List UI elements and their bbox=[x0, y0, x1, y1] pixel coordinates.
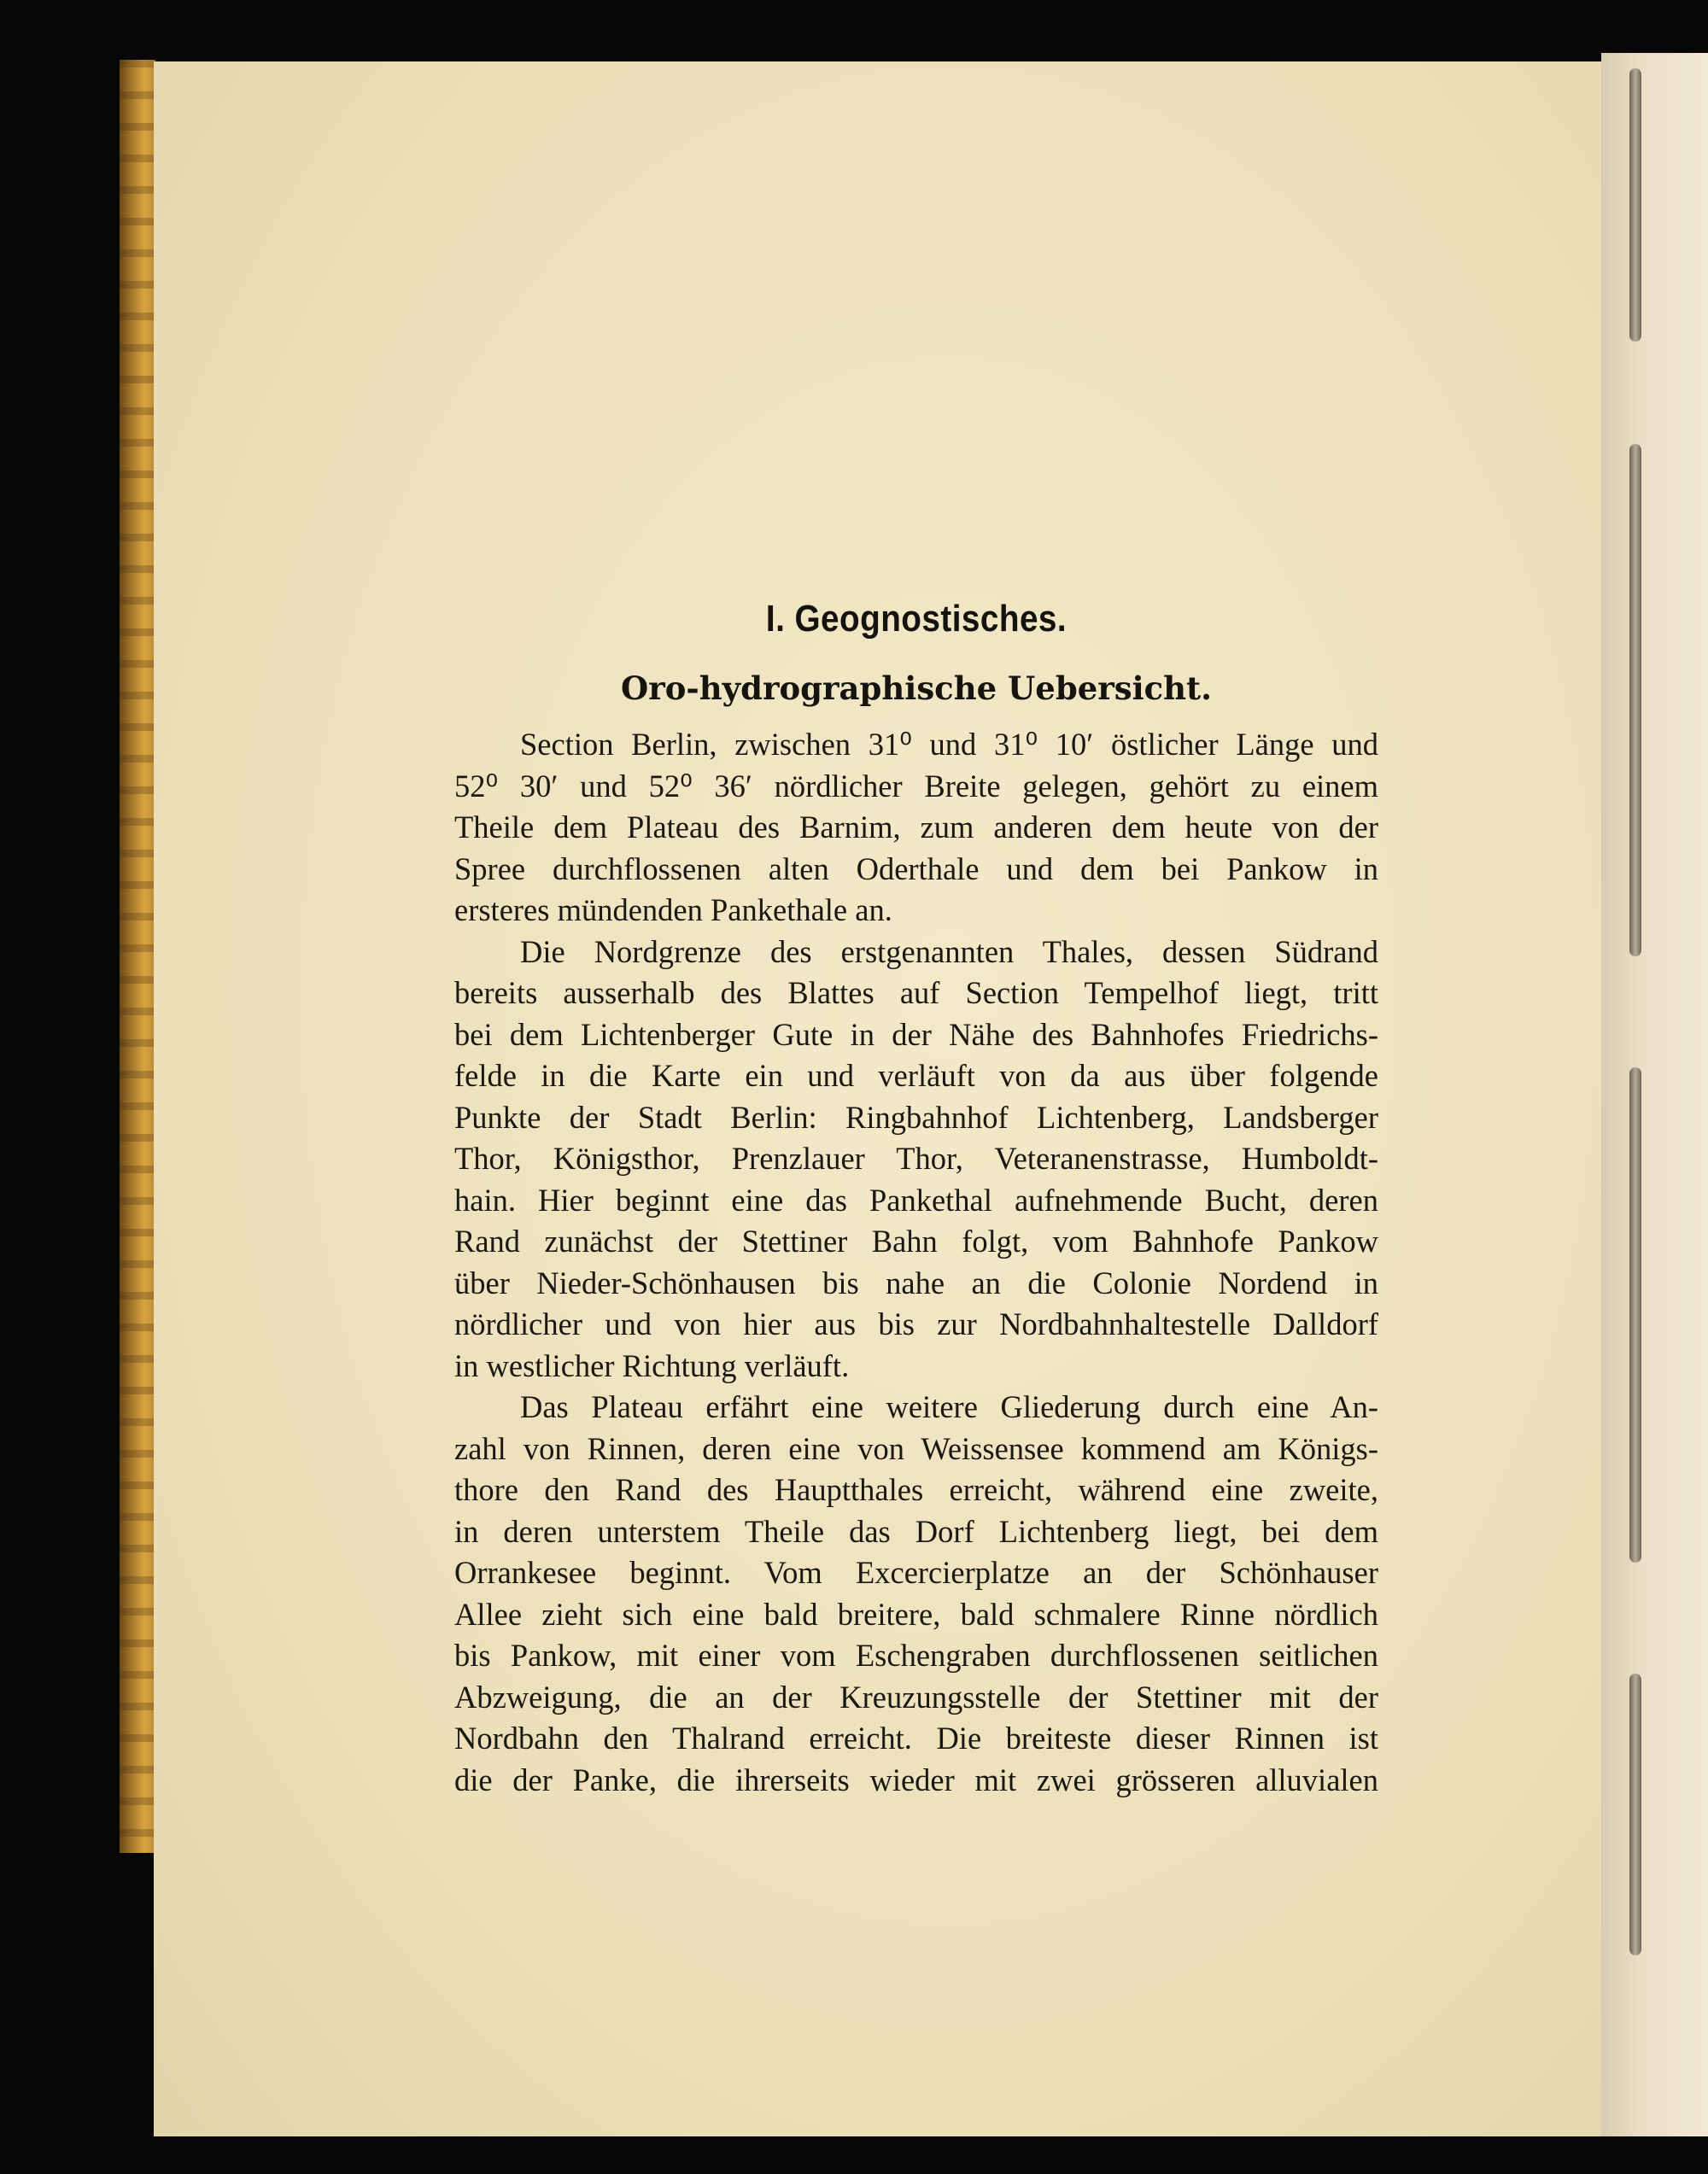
text-line: ersteres mündenden Pankethale an. bbox=[454, 892, 892, 927]
paragraph-3 bbox=[454, 1387, 1378, 1801]
text-line: Rand zunächst der Stettiner Bahn folgt, vom Bahnhofe Pankow bbox=[454, 1224, 1378, 1259]
text-line: in deren unterstem Theile das Dorf Lichtenberg liegt, bei dem bbox=[454, 1513, 1378, 1549]
text-line: Section Berlin, zwischen 31⁰ und 31⁰ 10′ östlicher Länge und bbox=[520, 727, 1378, 762]
text-line: Allee zieht sich eine bald breitere, bald schmalere Rinne nördlich bbox=[454, 1596, 1378, 1632]
text-line: nördlicher und von hier aus bis zur Nordbahnhaltestelle Dalldorf bbox=[454, 1306, 1378, 1341]
text-line: Orrankesee beginnt. Vom Excercierplatze an der Schönhauser bbox=[454, 1555, 1378, 1590]
text-line: über Nieder-Schönhausen bis nahe an die Colonie Nordend in bbox=[454, 1265, 1378, 1300]
text-line: 52⁰ 30′ und 52⁰ 36′ nördlicher Breite gelegen, gehört zu einem bbox=[454, 768, 1378, 804]
body-text bbox=[454, 724, 1378, 1801]
text-line: Das Plateau erfährt eine weitere Gliederung durch eine An- bbox=[520, 1389, 1378, 1424]
text-line: thore den Rand des Hauptthales erreicht, während eine zweite, bbox=[454, 1472, 1378, 1507]
text-line: in westlicher Richtung verläuft. bbox=[454, 1347, 850, 1383]
paragraph-2 bbox=[454, 932, 1378, 1388]
text-line: felde in die Karte ein und verläuft von da aus über folgende bbox=[454, 1058, 1378, 1093]
text-line: Thor, Königsthor, Prenzlauer Thor, Veteranenstrasse, Humboldt- bbox=[454, 1141, 1378, 1176]
paragraph-1 bbox=[454, 724, 1378, 932]
binding-thread bbox=[1629, 444, 1641, 956]
binding-thread bbox=[1629, 68, 1641, 342]
text-line: bereits ausserhalb des Blattes auf Section Tempelhof liegt, tritt bbox=[454, 975, 1378, 1010]
text-line: Die Nordgrenze des erstgenannten Thales, dessen Südrand bbox=[520, 933, 1378, 969]
adjacent-page-edge bbox=[1601, 53, 1708, 2136]
text-line: bis Pankow, mit einer vom Eschengraben durchflossenen seitlichen bbox=[454, 1638, 1378, 1673]
text-line: hain. Hier beginnt eine das Pankethal aufnehmende Bucht, deren bbox=[454, 1182, 1378, 1218]
text-line: die der Panke, die ihrerseits wieder mit zwei grösseren alluvialen bbox=[454, 1762, 1378, 1797]
binding-thread bbox=[1629, 1067, 1641, 1563]
text-line: Theile dem Plateau des Barnim, zum anderen dem heute von der bbox=[454, 809, 1378, 844]
chapter-heading: I. Geognostisches. bbox=[765, 598, 1068, 640]
book-spine-edge bbox=[120, 60, 155, 1853]
text-line: Abzweigung, die an der Kreuzungsstelle der Stettiner mit der bbox=[454, 1679, 1378, 1715]
text-line: Spree durchflossenen alten Oderthale und dem bei Pankow in bbox=[454, 850, 1378, 886]
text-line: zahl von Rinnen, deren eine von Weissensee kommend am Königs- bbox=[454, 1430, 1378, 1466]
text-line: Nordbahn den Thalrand erreicht. Die breiteste dieser Rinnen ist bbox=[454, 1721, 1378, 1756]
text-line: Punkte der Stadt Berlin: Ringbahnhof Lichtenberg, Landsberger bbox=[454, 1099, 1378, 1135]
text-line: bei dem Lichtenberger Gute in der Nähe des Bahnhofes Friedrichs- bbox=[454, 1016, 1378, 1052]
binding-thread bbox=[1629, 1674, 1641, 1955]
section-subheading: Oro-hydrographische Uebersicht. bbox=[620, 669, 1213, 707]
